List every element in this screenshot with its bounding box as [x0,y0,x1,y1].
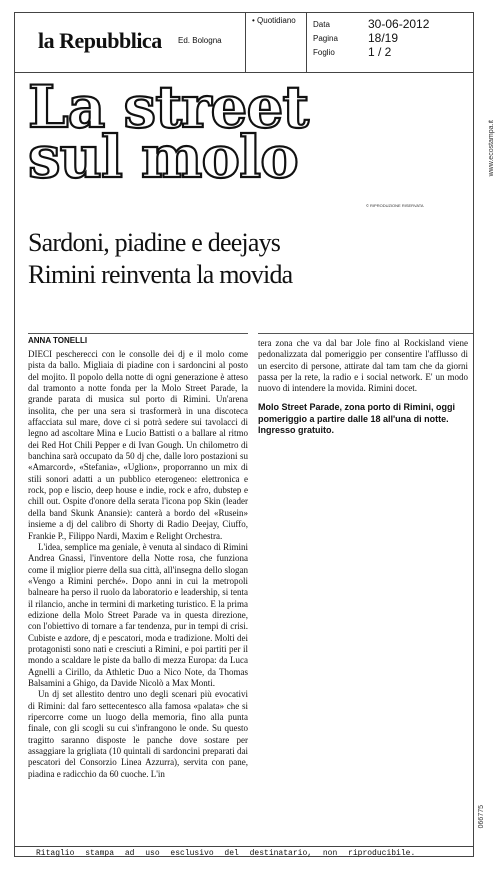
date-value: 30-06-2012 [368,17,430,31]
source-credit: www.ecostampa.it [488,120,495,177]
footer-divider [14,846,474,847]
date-label: Data [313,20,330,29]
article-paragraph-continuation: tera zona che va dal bar Jole fino al Rockisland viene pedonalizzata dal pomeriggio per consentire l'afflusso di un esercito di persone, attirate dal tam tam che da giorni passa per la rete, la radio e i social network. E' un modo nuovo di intendere la movida. Rimini docet. [258,338,468,394]
header-divider-vertical [245,12,246,72]
sheet-label: Foglio [313,48,335,57]
article-paragraph: DIECI pescherecci con le consolle dei dj e il molo come pista da ballo. Migliaia di piadine con i sardoncini al posto del mojito. Il popolo della notte di ogni generazione è atteso dal tramonto a notte fonda per la Molo Street Parade, la grande parata di musica sul porto di Rimini. Un'arena insolita, che per una sera si trasformerà in una discoteca affacciata sul mare, dove ci si potrà sedere sui tavolacci di legno ad ascoltare Mina e Lucio Battisti o a ballare al ritmo dei Red Hot Chili Pepper e di Ivan Gough. Un chilometro di banchina sarà occupato da 50 dj che, dalle loro postazioni su «Amarcord», «Stefania», «Uglion», proporranno un mix di stili sonori adatti a un pubblico eterogeneo: elettronica e rock, pop e liscio, deep house e indie, rock e afro, dubstep e chill out. Ospite d'onore della serata l'icona pop Skin (leader della band Skunk Anansie): canterà a bordo del «Rusein» insieme a dj del calibro di Shorty di Radio Deejay, Ciuffo, Frankie P., Filippo Nardi, Maxim e Relight Orchestra. [28,349,248,541]
article-column-1 [28,349,248,780]
subhead-line: Sardoni, piadine e deejays [28,228,281,257]
pages-value: 18/19 [368,31,399,45]
byline: ANNA TONELLI [28,336,88,345]
pages-label: Pagina [313,34,338,43]
article-column-2 [258,338,468,395]
headline-line: sul molo [28,123,298,191]
page-code: 066775 [478,805,485,829]
frequency-label: • Quotidiano [252,16,296,25]
sheet-value: 1 / 2 [368,45,392,59]
article-headline [28,73,468,191]
article-paragraph: L'idea, semplice ma geniale, è venuta al sindaco di Rimini Andrea Gnassi, l'inventore della Notte rosa, che funziona come il miglior pierre della sua città, all'insegna dello slogan «Vengo a Rimini perché». Dopo anni in cui la metropoli balneare ha perso il ruolo da laboratorio e leadership, si tenta il rilancio, anche in termini di marketing turistico. E la prima edizione della Molo Street Parade va in questa direzione, con l'obiettivo di tornare a far tendenza, pur in tempi di crisi. Cubiste e azdore, dj e pescatori, moda e tradizione. Molti dei protagonisti sono nati e cresciuti a Rimini, e poi partiti per il mondo a scaldare le piste da ballo di mezza Europa: da Luca Agnelli a Cirillo, da Athletic Duo a Nico Note, da Thomas Balsamini a Ghigo, da Davide Nicolò a Max Monti. [28,541,248,688]
article-subheadline [28,227,408,291]
header-divider-vertical [306,12,307,72]
column-rule [258,333,473,334]
event-info-box: Molo Street Parade, zona porto di Rimini, oggi pomeriggio a partire dalle 18 all'una di notte. Ingresso gratuito. [258,402,456,435]
headline-line: La street [28,73,309,141]
edition-label: Ed. Bologna [178,36,222,45]
footer-disclaimer: Ritaglio stampa ad uso esclusivo del destinatario, non riproducibile. [36,849,416,858]
subhead-line: Rimini reinventa la movida [28,260,293,289]
copyright-notice: © RIPRODUZIONE RISERVATA [366,203,424,208]
article-paragraph: Un dj set allestito dentro uno degli scenari più evocativi di Rimini: dal faro settecentesco alla famosa «palata» che si ripercorre come un luogo della memoria, fino alla punta finale, con gli scogli su cui s'infrangono le onde. Su questo tragitto saranno disposte le panche dove sostare per assaggiare la grigliata (10 quintali di sardoncini preparati dai pescatori del Consorzio Linea Azzurra), servita con pane, piadina e radicchio da 60 cuoche. L'in [28,689,248,779]
newspaper-masthead: la Repubblica [38,28,162,53]
column-rule [28,333,248,334]
